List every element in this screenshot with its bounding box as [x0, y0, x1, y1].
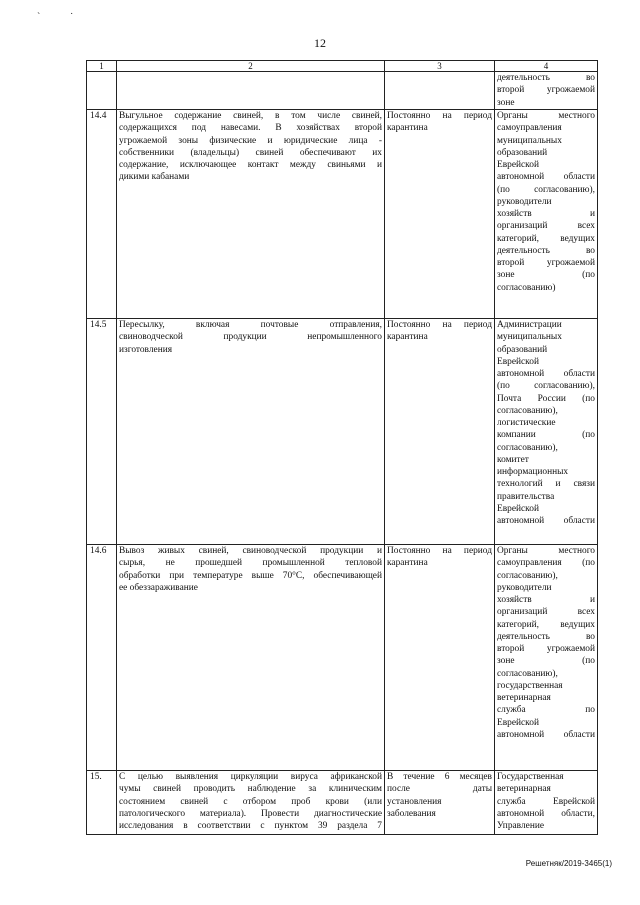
- period-line: карантина: [387, 123, 428, 134]
- measure-line: обработки при температуре выше 70°С, обеспечивающей: [119, 570, 382, 581]
- responsible-line: образований: [497, 344, 548, 355]
- scan-speck: ˋ: [37, 12, 41, 23]
- responsible-line: зоне (по: [497, 656, 595, 667]
- responsible-line: автономной области: [497, 516, 595, 526]
- responsible-line: хозяйств и: [497, 209, 595, 219]
- responsible-line: руководители: [497, 196, 552, 207]
- responsible-line: второй угрожаемой: [497, 258, 595, 268]
- period-line: Постоянно на период: [387, 320, 492, 330]
- scan-speck: ˙: [70, 12, 74, 23]
- responsible-line: организаций всех: [497, 221, 595, 232]
- table-row: [87, 72, 598, 110]
- responsible-line: автономной области,: [497, 808, 595, 819]
- measure-line: Выгульное содержание свиней, в том числе свиней,: [119, 111, 382, 121]
- measure-line: чумы свиней проводить наблюдение за клиническим: [119, 784, 382, 795]
- responsible-line: образований: [497, 147, 548, 158]
- responsible-line: Еврейской: [497, 160, 539, 170]
- period-line: Постоянно на период: [387, 111, 492, 121]
- responsible-line: руководители: [497, 582, 552, 593]
- row-number-cell: 14.6: [87, 545, 117, 771]
- period-cell: [385, 545, 495, 771]
- responsible-line: организаций всех: [497, 607, 595, 618]
- responsible-line: деятельность во: [497, 73, 595, 83]
- responsible-line: автономной области: [497, 172, 595, 183]
- document-footer-code: Решетняк/2019-3465(1): [525, 859, 612, 868]
- measure-line: содержащихся под навесами. В хозяйствах второй: [119, 123, 382, 134]
- responsible-line: (по согласованию),: [497, 381, 595, 392]
- responsible-line: государственная: [497, 680, 563, 691]
- table-row: [87, 545, 598, 771]
- responsible-line: Органы местного: [497, 546, 595, 556]
- responsible-line: ветеринарная: [497, 693, 551, 703]
- table-row: [87, 771, 598, 835]
- responsible-line: деятельность во: [497, 631, 595, 642]
- responsible-line: категорий, ведущих: [497, 233, 595, 244]
- responsible-line: муниципальных: [497, 135, 562, 146]
- responsible-line: Государственная: [497, 772, 564, 782]
- responsible-cell: [495, 110, 598, 319]
- header-cell: 1: [87, 61, 117, 72]
- period-line: после даты: [387, 784, 492, 795]
- measure-line: патологического материала). Провести диагностические: [119, 808, 382, 819]
- row-number-cell: 14.4: [87, 110, 117, 319]
- measure-line: Вывоз живых свиней, свиноводческой продукции и: [119, 546, 382, 556]
- responsible-line: Почта России (по: [497, 393, 595, 404]
- measure-line: содержание, исключающее контакт между свиньями и: [119, 160, 382, 170]
- responsible-line: согласованию),: [497, 668, 558, 679]
- responsible-line: (по согласованию),: [497, 184, 595, 195]
- measure-line: исследования в соответствии с пунктом 39 раздела 7: [119, 821, 382, 831]
- header-cell: 3: [385, 61, 495, 72]
- responsible-line: компании (по: [497, 430, 595, 441]
- responsible-line: категорий, ведущих: [497, 619, 595, 630]
- measure-line: С целью выявления циркуляции вируса африканской: [119, 772, 382, 782]
- header-cell: 4: [495, 61, 598, 72]
- responsible-line: самоуправления (по: [497, 558, 595, 569]
- header-cell: 2: [117, 61, 385, 72]
- measure-cell: [117, 319, 385, 545]
- responsible-line: технологий и связи: [497, 479, 595, 490]
- responsible-line: Еврейской: [497, 356, 539, 367]
- measure-line: угрожаемой зоны физические и юридические лица -: [119, 135, 382, 146]
- document-table: [86, 60, 598, 835]
- measure-cell: [117, 110, 385, 319]
- measure-cell: [117, 72, 385, 110]
- responsible-line: согласованию),: [497, 442, 558, 453]
- responsible-line: деятельность во: [497, 245, 595, 256]
- responsible-line: Еврейской: [497, 717, 539, 728]
- period-line: В течение 6 месяцев: [387, 772, 492, 782]
- responsible-line: информационных: [497, 467, 569, 477]
- responsible-line: автономной области: [497, 729, 595, 740]
- row-number-cell: 15.: [87, 771, 117, 835]
- responsible-line: служба по: [497, 705, 595, 716]
- responsible-line: второй угрожаемой: [497, 644, 595, 654]
- responsible-line: согласованию),: [497, 570, 558, 581]
- responsible-line: Еврейской: [497, 503, 539, 514]
- responsible-line: самоуправления: [497, 123, 562, 134]
- period-line: Постоянно на период: [387, 546, 492, 556]
- row-number-cell: [87, 72, 117, 110]
- responsible-line: ветеринарная: [497, 784, 551, 795]
- table-header-row: [87, 61, 598, 72]
- responsible-line: согласованию): [497, 282, 556, 293]
- responsible-line: зоне (по: [497, 270, 595, 281]
- period-cell: [385, 110, 495, 319]
- measure-line: собственники (владельцы) свиней обеспечивают их: [119, 147, 382, 158]
- responsible-line: автономной области: [497, 369, 595, 379]
- responsible-line: согласованию),: [497, 405, 558, 416]
- row-number-cell: 14.5: [87, 319, 117, 545]
- period-line: карантина: [387, 558, 428, 569]
- responsible-line: Органы местного: [497, 111, 595, 121]
- responsible-line: комитет: [497, 454, 529, 465]
- measure-line: свиноводческой продукции непромышленного: [119, 332, 382, 343]
- period-line: карантина: [387, 332, 428, 343]
- responsible-line: хозяйств и: [497, 595, 595, 605]
- table-row: [87, 110, 598, 319]
- responsible-line: Администрации: [497, 320, 562, 330]
- responsible-cell: [495, 771, 598, 835]
- measure-line: Пересылку, включая почтовые отправления,: [119, 320, 382, 330]
- responsible-line: Управление: [497, 821, 545, 831]
- responsible-cell: [495, 545, 598, 771]
- responsible-line: второй угрожаемой: [497, 85, 595, 96]
- measure-line: изготовления: [119, 344, 173, 355]
- responsible-cell: [495, 319, 598, 545]
- measure-line: состоянием свиней с отбором проб крови (или: [119, 796, 382, 807]
- responsible-line: логистические: [497, 418, 556, 428]
- responsible-line: правительства: [497, 491, 555, 502]
- period-cell: [385, 771, 495, 835]
- measure-line: дикими кабанами: [119, 172, 190, 183]
- measure-cell: [117, 545, 385, 771]
- responsible-line: муниципальных: [497, 332, 562, 343]
- measure-line: ее обеззараживание: [119, 582, 198, 593]
- measure-cell: [117, 771, 385, 835]
- measure-line: сырья, не прошедшей промышленной тепловой: [119, 558, 382, 569]
- table-row: [87, 319, 598, 545]
- responsible-line: служба Еврейской: [497, 796, 595, 807]
- page-number: 12: [314, 36, 326, 50]
- responsible-line: зоне: [497, 97, 515, 108]
- period-line: заболевания: [387, 808, 436, 819]
- period-line: установления: [387, 796, 442, 807]
- period-cell: [385, 319, 495, 545]
- responsible-cell: [495, 72, 598, 110]
- period-cell: [385, 72, 495, 110]
